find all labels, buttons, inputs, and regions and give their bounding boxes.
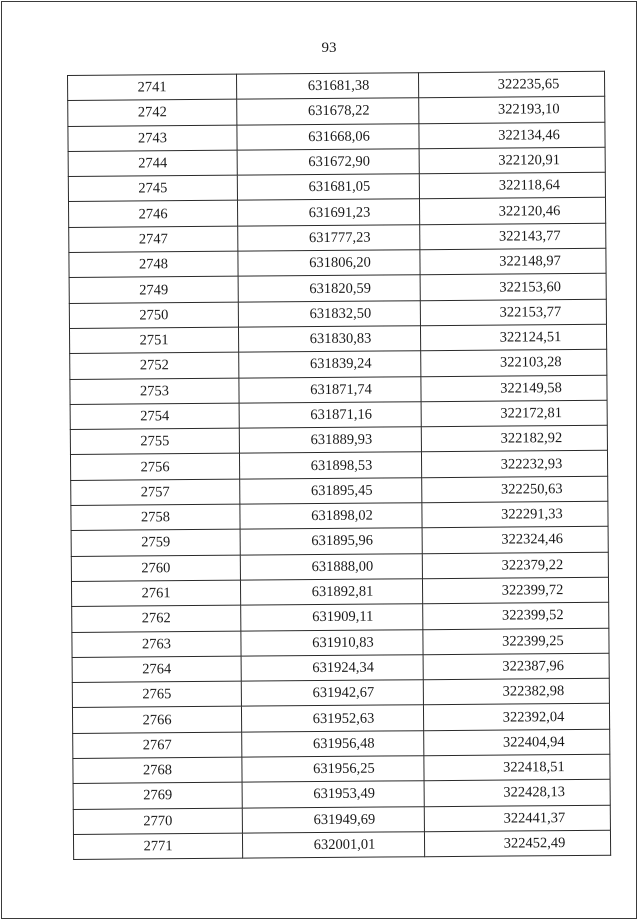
x-coordinate-cell <box>241 680 423 707</box>
point-number-value: 2765 <box>142 686 172 703</box>
point-number-cell <box>68 125 237 152</box>
x-coordinate-value: 631953,49 <box>313 786 376 803</box>
x-coordinate-value: 631898,02 <box>311 507 373 525</box>
x-coordinate-value: 631777,23 <box>308 229 371 247</box>
point-number-cell <box>69 251 238 278</box>
y-coordinate-value: 322120,46 <box>498 202 561 220</box>
y-coordinate-value: 322149,58 <box>500 379 562 397</box>
point-number-cell <box>68 74 237 101</box>
x-coordinate-value: 631909,11 <box>312 608 374 626</box>
y-coordinate-cell <box>421 425 607 452</box>
point-number-value: 2769 <box>143 787 173 804</box>
x-coordinate-cell <box>240 553 422 580</box>
x-coordinate-value: 631691,23 <box>308 204 371 221</box>
x-coordinate-value: 631910,83 <box>312 634 374 651</box>
point-number-value: 2753 <box>139 382 170 400</box>
point-number-value: 2743 <box>137 129 168 147</box>
table-row <box>73 830 610 860</box>
point-number-value: 2768 <box>142 762 173 779</box>
y-coordinate-cell <box>419 172 605 199</box>
y-coordinate-value: 322153,60 <box>499 278 562 296</box>
y-coordinate-cell <box>421 400 607 427</box>
y-coordinate-value: 322250,63 <box>500 481 563 498</box>
x-coordinate-cell <box>242 730 424 757</box>
y-coordinate-value: 322392,04 <box>502 708 565 726</box>
y-coordinate-value: 322399,52 <box>501 607 564 624</box>
x-coordinate-cell <box>239 402 421 429</box>
y-coordinate-cell <box>421 375 607 402</box>
x-coordinate-cell <box>241 655 423 682</box>
y-coordinate-value: 322148,97 <box>499 253 561 270</box>
y-coordinate-value: 322235,65 <box>497 76 560 93</box>
x-coordinate-cell <box>238 300 420 327</box>
x-coordinate-cell <box>238 275 420 302</box>
x-coordinate-value: 631820,59 <box>309 280 372 297</box>
point-number-cell <box>68 99 237 126</box>
x-coordinate-cell <box>239 452 421 479</box>
x-coordinate-cell <box>237 149 419 176</box>
y-coordinate-cell <box>423 653 609 680</box>
x-coordinate-value: 631895,96 <box>311 533 374 550</box>
point-number-cell <box>69 226 238 253</box>
y-coordinate-cell <box>419 198 605 225</box>
x-coordinate-value: 631839,24 <box>309 356 372 373</box>
x-coordinate-cell <box>236 73 418 100</box>
y-coordinate-value: 322172,81 <box>500 405 563 422</box>
x-coordinate-cell <box>240 528 422 555</box>
y-coordinate-cell <box>422 476 608 503</box>
x-coordinate-value: 631942,67 <box>312 684 375 702</box>
x-coordinate-value: 631924,34 <box>312 659 375 677</box>
y-coordinate-value: 322291,33 <box>501 506 563 523</box>
point-number-value: 2744 <box>138 155 168 172</box>
x-coordinate-value: 631832,50 <box>309 305 372 322</box>
y-coordinate-cell <box>422 527 608 554</box>
point-number-value: 2751 <box>139 332 169 349</box>
point-number-value: 2770 <box>143 812 173 830</box>
point-number-value: 2762 <box>141 610 171 627</box>
point-number-cell <box>72 605 241 632</box>
y-coordinate-cell <box>419 122 605 149</box>
y-coordinate-value: 322428,13 <box>503 784 566 802</box>
x-coordinate-cell <box>237 174 419 201</box>
x-coordinate-value: 631871,16 <box>310 406 373 424</box>
x-coordinate-cell <box>237 199 419 226</box>
x-coordinate-value: 631888,00 <box>311 558 374 575</box>
point-number-value: 2754 <box>140 408 170 425</box>
x-coordinate-cell <box>241 604 423 631</box>
x-coordinate-value: 631889,93 <box>310 431 373 449</box>
point-number-value: 2757 <box>140 484 170 501</box>
y-coordinate-cell <box>423 602 609 629</box>
x-coordinate-cell <box>240 477 422 504</box>
point-number-value: 2741 <box>137 79 167 96</box>
point-number-cell <box>69 277 238 304</box>
point-number-cell <box>70 403 239 430</box>
y-coordinate-value: 322153,77 <box>499 303 562 321</box>
x-coordinate-value: 631956,48 <box>312 735 375 752</box>
point-number-value: 2766 <box>142 711 172 728</box>
x-coordinate-value: 632001,01 <box>313 836 376 854</box>
point-number-cell <box>68 201 237 228</box>
x-coordinate-value: 631892,81 <box>311 583 374 601</box>
x-coordinate-cell <box>240 579 422 606</box>
y-coordinate-value: 322324,46 <box>501 531 564 549</box>
y-coordinate-value: 322399,72 <box>501 582 564 599</box>
x-coordinate-cell <box>238 250 420 277</box>
point-number-value: 2747 <box>138 231 168 248</box>
x-coordinate-cell <box>241 705 423 732</box>
point-number-value: 2745 <box>138 180 168 197</box>
y-coordinate-value: 322118,64 <box>498 177 560 194</box>
y-coordinate-value: 322379,22 <box>501 556 564 574</box>
point-number-cell <box>71 479 240 506</box>
point-number-value: 2746 <box>138 205 168 223</box>
point-number-cell <box>73 782 242 809</box>
x-coordinate-cell <box>242 832 424 859</box>
y-coordinate-cell <box>418 71 604 98</box>
point-number-value: 2755 <box>140 433 170 450</box>
point-number-cell <box>73 808 242 835</box>
coordinates-table <box>67 71 611 860</box>
point-number-cell <box>70 352 239 379</box>
point-number-value: 2742 <box>137 104 167 121</box>
x-coordinate-cell <box>238 225 420 252</box>
y-coordinate-cell <box>420 299 606 326</box>
point-number-value: 2749 <box>139 281 169 298</box>
y-coordinate-cell <box>419 147 605 174</box>
y-coordinate-cell <box>423 704 609 731</box>
point-number-cell <box>70 454 239 481</box>
coordinates-table-body <box>68 71 611 859</box>
y-coordinate-value: 322143,77 <box>498 228 561 245</box>
y-coordinate-value: 322399,25 <box>502 632 564 650</box>
y-coordinate-cell <box>424 729 610 756</box>
x-coordinate-cell <box>240 503 422 530</box>
y-coordinate-cell <box>421 451 607 478</box>
x-coordinate-cell <box>242 781 424 808</box>
x-coordinate-value: 631678,22 <box>307 103 370 120</box>
point-number-cell <box>69 327 238 354</box>
point-number-value: 2750 <box>139 307 169 324</box>
point-number-value: 2760 <box>141 559 171 577</box>
y-coordinate-cell <box>423 678 609 705</box>
y-coordinate-value: 322103,28 <box>499 354 562 372</box>
y-coordinate-value: 322120,91 <box>498 152 561 169</box>
x-coordinate-cell <box>237 98 419 125</box>
point-number-cell <box>72 681 241 708</box>
point-number-cell <box>71 504 240 531</box>
point-number-cell <box>71 529 240 556</box>
point-number-cell <box>70 378 239 405</box>
x-coordinate-cell <box>239 376 421 403</box>
y-coordinate-cell <box>424 754 610 781</box>
y-coordinate-value: 322387,96 <box>502 658 565 675</box>
point-number-cell <box>73 732 242 759</box>
point-number-value: 2763 <box>141 635 172 653</box>
y-coordinate-cell <box>419 97 605 124</box>
x-coordinate-value: 631681,38 <box>307 77 370 95</box>
point-number-value: 2756 <box>140 458 170 476</box>
y-coordinate-value: 322182,92 <box>500 430 563 447</box>
point-number-cell <box>73 833 242 860</box>
x-coordinate-value: 631806,20 <box>309 254 371 272</box>
point-number-cell <box>72 656 241 683</box>
y-coordinate-value: 322441,37 <box>503 809 566 827</box>
x-coordinate-cell <box>238 326 420 353</box>
y-coordinate-cell <box>423 628 609 655</box>
point-number-value: 2771 <box>143 838 173 855</box>
x-coordinate-value: 631681,05 <box>308 178 371 196</box>
y-coordinate-cell <box>420 223 606 250</box>
y-coordinate-value: 322134,46 <box>498 126 560 144</box>
point-number-cell <box>71 580 240 607</box>
y-coordinate-value: 322232,93 <box>500 455 563 473</box>
point-number-value: 2758 <box>140 509 171 526</box>
point-number-value: 2767 <box>142 737 172 754</box>
y-coordinate-value: 322382,98 <box>502 683 565 700</box>
x-coordinate-cell <box>239 351 421 378</box>
point-number-cell <box>72 631 241 658</box>
x-coordinate-cell <box>239 427 421 454</box>
y-coordinate-cell <box>422 501 608 528</box>
y-coordinate-value: 322124,51 <box>499 329 562 346</box>
y-coordinate-cell <box>421 350 607 377</box>
x-coordinate-cell <box>241 629 423 656</box>
y-coordinate-cell <box>424 805 610 832</box>
y-coordinate-value: 322404,94 <box>502 733 565 751</box>
x-coordinate-value: 631672,90 <box>308 153 371 171</box>
point-number-cell <box>68 150 237 177</box>
y-coordinate-cell <box>420 248 606 275</box>
x-coordinate-cell <box>242 806 424 833</box>
x-coordinate-value: 631898,53 <box>310 457 373 474</box>
x-coordinate-value: 631830,83 <box>309 330 372 348</box>
y-coordinate-cell <box>420 324 606 351</box>
x-coordinate-cell <box>237 123 419 150</box>
page-number: 93 <box>321 40 337 56</box>
point-number-cell <box>71 555 240 582</box>
y-coordinate-cell <box>422 552 608 579</box>
point-number-cell <box>68 175 237 202</box>
x-coordinate-value: 631895,45 <box>310 482 373 499</box>
y-coordinate-cell <box>424 830 610 857</box>
x-coordinate-cell <box>242 756 424 783</box>
point-number-cell <box>69 302 238 329</box>
point-number-value: 2752 <box>139 357 169 374</box>
point-number-value: 2764 <box>142 661 172 678</box>
x-coordinate-value: 631668,06 <box>308 128 370 145</box>
y-coordinate-value: 322452,49 <box>503 835 566 852</box>
y-coordinate-cell <box>424 780 610 807</box>
point-number-value: 2759 <box>141 534 171 551</box>
point-number-value: 2761 <box>141 585 171 602</box>
y-coordinate-value: 322418,51 <box>503 759 565 776</box>
x-coordinate-value: 631949,69 <box>313 811 376 828</box>
point-number-value: 2748 <box>138 256 169 273</box>
y-coordinate-cell <box>420 274 606 301</box>
x-coordinate-value: 631952,63 <box>312 710 375 727</box>
y-coordinate-cell <box>422 577 608 604</box>
x-coordinate-value: 631956,25 <box>313 760 375 778</box>
y-coordinate-value: 322193,10 <box>497 101 560 119</box>
point-number-cell <box>72 707 241 734</box>
point-number-cell <box>70 428 239 455</box>
point-number-cell <box>73 757 242 784</box>
x-coordinate-value: 631871,74 <box>310 381 372 398</box>
